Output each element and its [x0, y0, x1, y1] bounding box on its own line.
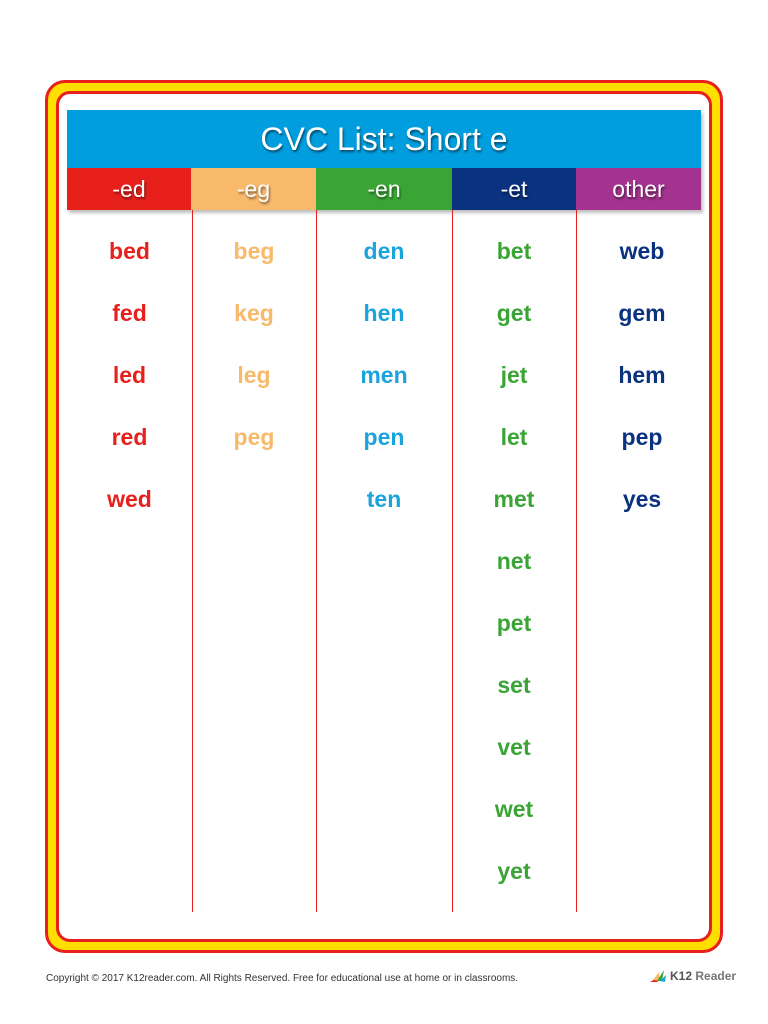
logo-suffix: Reader — [695, 969, 737, 983]
word-item: web — [619, 238, 665, 264]
page-title: CVC List: Short e — [260, 120, 508, 157]
column-header-label: other — [612, 175, 665, 202]
word-item: men — [360, 362, 408, 388]
column-header-et — [452, 168, 576, 210]
word-item: den — [363, 238, 405, 264]
word-item: yet — [497, 858, 531, 884]
word-item: let — [500, 424, 528, 450]
column-header-eg — [191, 168, 316, 210]
column-header-en — [316, 168, 452, 210]
word-item: beg — [233, 238, 275, 264]
word-item: gem — [618, 300, 666, 326]
column-header-ed — [67, 168, 191, 210]
word-column-en — [316, 220, 452, 530]
word-item: net — [496, 548, 532, 574]
word-column-et — [452, 220, 576, 902]
title-banner — [67, 110, 701, 168]
word-column-other — [576, 220, 708, 530]
book-icon — [649, 968, 667, 984]
word-item: red — [111, 424, 148, 450]
word-item: pen — [363, 424, 405, 450]
logo-text — [670, 969, 736, 983]
word-item: met — [493, 486, 535, 512]
word-item: wet — [494, 796, 534, 822]
word-item: fed — [112, 300, 147, 326]
word-item: yes — [622, 486, 662, 512]
column-header-label: -ed — [112, 175, 146, 202]
word-item: bet — [496, 238, 532, 264]
column-header-other — [576, 168, 701, 210]
word-item: leg — [237, 362, 271, 388]
word-item: pep — [621, 424, 663, 450]
word-item: hen — [363, 300, 405, 326]
copyright-footer: Copyright © 2017 K12reader.com. All Rights Reserved. Free for educational use at home or in classrooms. — [46, 973, 519, 984]
word-item: pet — [496, 610, 532, 636]
word-item: peg — [233, 424, 275, 450]
logo-prefix: K12 — [670, 969, 693, 983]
word-item: wed — [107, 486, 152, 512]
word-item: led — [112, 362, 147, 388]
column-header-label: -en — [367, 175, 401, 202]
word-item: jet — [500, 362, 528, 388]
column-header-label: -eg — [236, 175, 271, 202]
word-item: vet — [497, 734, 531, 760]
word-item: bed — [109, 238, 150, 264]
word-item: ten — [366, 486, 402, 512]
word-item: set — [497, 672, 531, 698]
word-item: keg — [234, 300, 274, 326]
word-column-ed — [67, 220, 192, 530]
column-header-label: -et — [500, 175, 528, 202]
column-header-row — [67, 168, 701, 210]
word-item: hem — [618, 362, 666, 388]
word-item: get — [496, 300, 532, 326]
word-column-eg — [192, 220, 316, 468]
k12reader-logo — [649, 968, 736, 984]
